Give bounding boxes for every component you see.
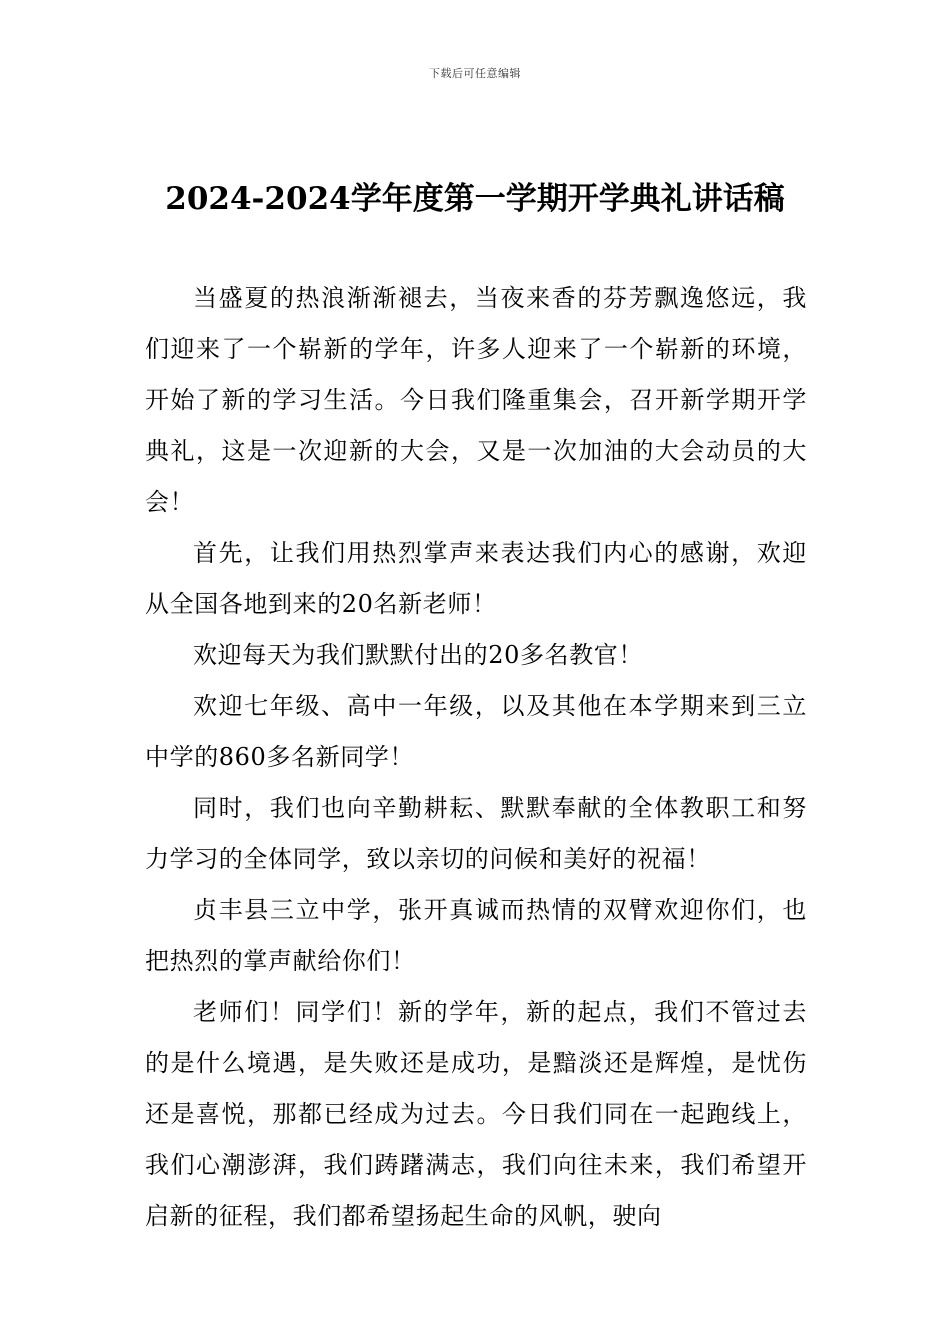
paragraph: 欢迎每天为我们默默付出的20多名教官！	[193, 641, 643, 669]
document-body	[145, 273, 807, 1242]
paragraph: 老师们！同学们！新的学年，新的起点，我们不管过去的是什么境遇，是失败还是成功，是黯淡还是辉煌，是忧伤还是喜悦，那都已经成为过去。今日我们同在一起跑线上，我们心潮澎湃，我们踌躇满志，我们向往未来，我们希望开启新的征程，我们都希望扬起生命的风帆，驶向	[145, 998, 807, 1230]
paragraph: 欢迎七年级、高中一年级，以及其他在本学期来到三立中学的860多名新同学！	[145, 692, 807, 771]
paragraph: 首先，让我们用热烈掌声来表达我们内心的感谢，欢迎从全国各地到来的20名新老师！	[145, 539, 807, 618]
paragraph: 贞丰县三立中学，张开真诚而热情的双臂欢迎你们，也把热烈的掌声献给你们！	[145, 896, 807, 975]
paragraph: 同时，我们也向辛勤耕耘、默默奉献的全体教职工和努力学习的全体同学，致以亲切的问候和美好的祝福！	[145, 794, 807, 873]
paragraph: 当盛夏的热浪渐渐褪去，当夜来香的芬芳飘逸悠远，我们迎来了一个崭新的学年，许多人迎来了一个崭新的环境，开始了新的学习生活。今日我们隆重集会，召开新学期开学典礼，这是一次迎新的大会，又是一次加油的大会动员的大会！	[145, 284, 807, 516]
document-title: 2024-2024学年度第一学期开学典礼讲话稿	[165, 181, 785, 217]
header-note: 下载后可任意编辑	[429, 67, 521, 80]
